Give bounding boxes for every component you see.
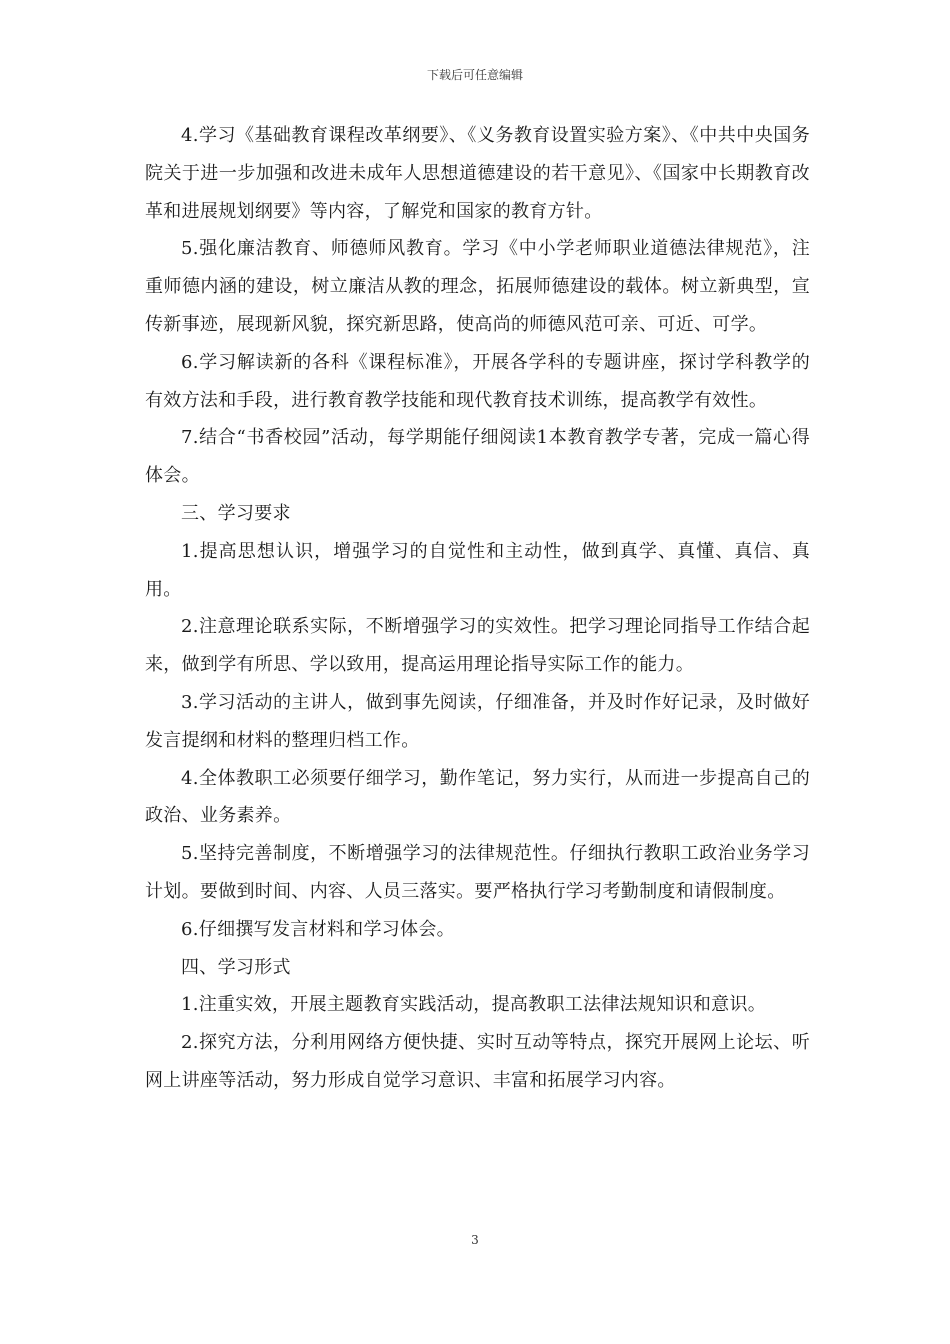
page-number: 3 — [471, 1233, 479, 1247]
paragraph: 5.坚持完善制度，不断增强学习的法律规范性。仔细执行教职工政治业务学习计划。要做到时间、内容、人员三落实。要严格执行学习考勤制度和请假制度。 — [145, 843, 810, 902]
paragraph: 6.学习解读新的各科《课程标准》，开展各学科的专题讲座，探讨学科教学的有效方法和手段，进行教育教学技能和现代教育技术训练，提高教学有效性。 — [145, 351, 810, 411]
paragraph: 6.仔细撰写发言材料和学习体会。 — [181, 918, 455, 940]
section-heading: 四、学习形式 — [181, 956, 291, 978]
paragraph: 2.注意理论联系实际，不断增强学习的实效性。把学习理论同指导工作结合起来，做到学有所思、学以致用，提高运用理论指导实际工作的能力。 — [145, 616, 810, 676]
paragraph: 1.提高思想认识，增强学习的自觉性和主动性，做到真学、真懂、真信、真用。 — [145, 540, 810, 600]
document-body — [145, 117, 810, 1100]
paragraph: 3.学习活动的主讲人，做到事先阅读，仔细准备，并及时作好记录，及时做好发言提纲和材料的整理归档工作。 — [145, 691, 810, 751]
paragraph: 2.探究方法，分利用网络方便快捷、实时互动等特点，探究开展网上论坛、听网上讲座等活动，努力形成自觉学习意识、丰富和拓展学习内容。 — [145, 1032, 810, 1091]
page-header-note: 下载后可任意编辑 — [426, 68, 523, 82]
paragraph: 1.注重实效，开展主题教育实践活动，提高教职工法律法规知识和意识。 — [181, 994, 767, 1016]
paragraph: 4.学习《基础教育课程改革纲要》、《义务教育设置实验方案》、《中共中央国务院关于进一步加强和改进未成年人思想道德建设的若干意见》、《国家中长期教育改革和进展规划纲要》等内容，了解党和国家的教育方针。 — [145, 125, 810, 222]
paragraph: 5.强化廉洁教育、师德师风教育。学习《中小学老师职业道德法律规范》，注重师德内涵的建设，树立廉洁从教的理念，拓展师德建设的载体。树立新典型，宣传新事迹，展现新风貌，探究新思路，使高尚的师德风范可亲、可近、可学。 — [145, 238, 810, 335]
section-heading: 三、学习要求 — [181, 502, 291, 524]
paragraph: 7.结合“书香校园”活动，每学期能仔细阅读1本教育教学专著，完成一篇心得体会。 — [145, 427, 810, 487]
paragraph: 4.全体教职工必须要仔细学习，勤作笔记，努力实行，从而进一步提高自己的政治、业务素养。 — [145, 767, 810, 827]
